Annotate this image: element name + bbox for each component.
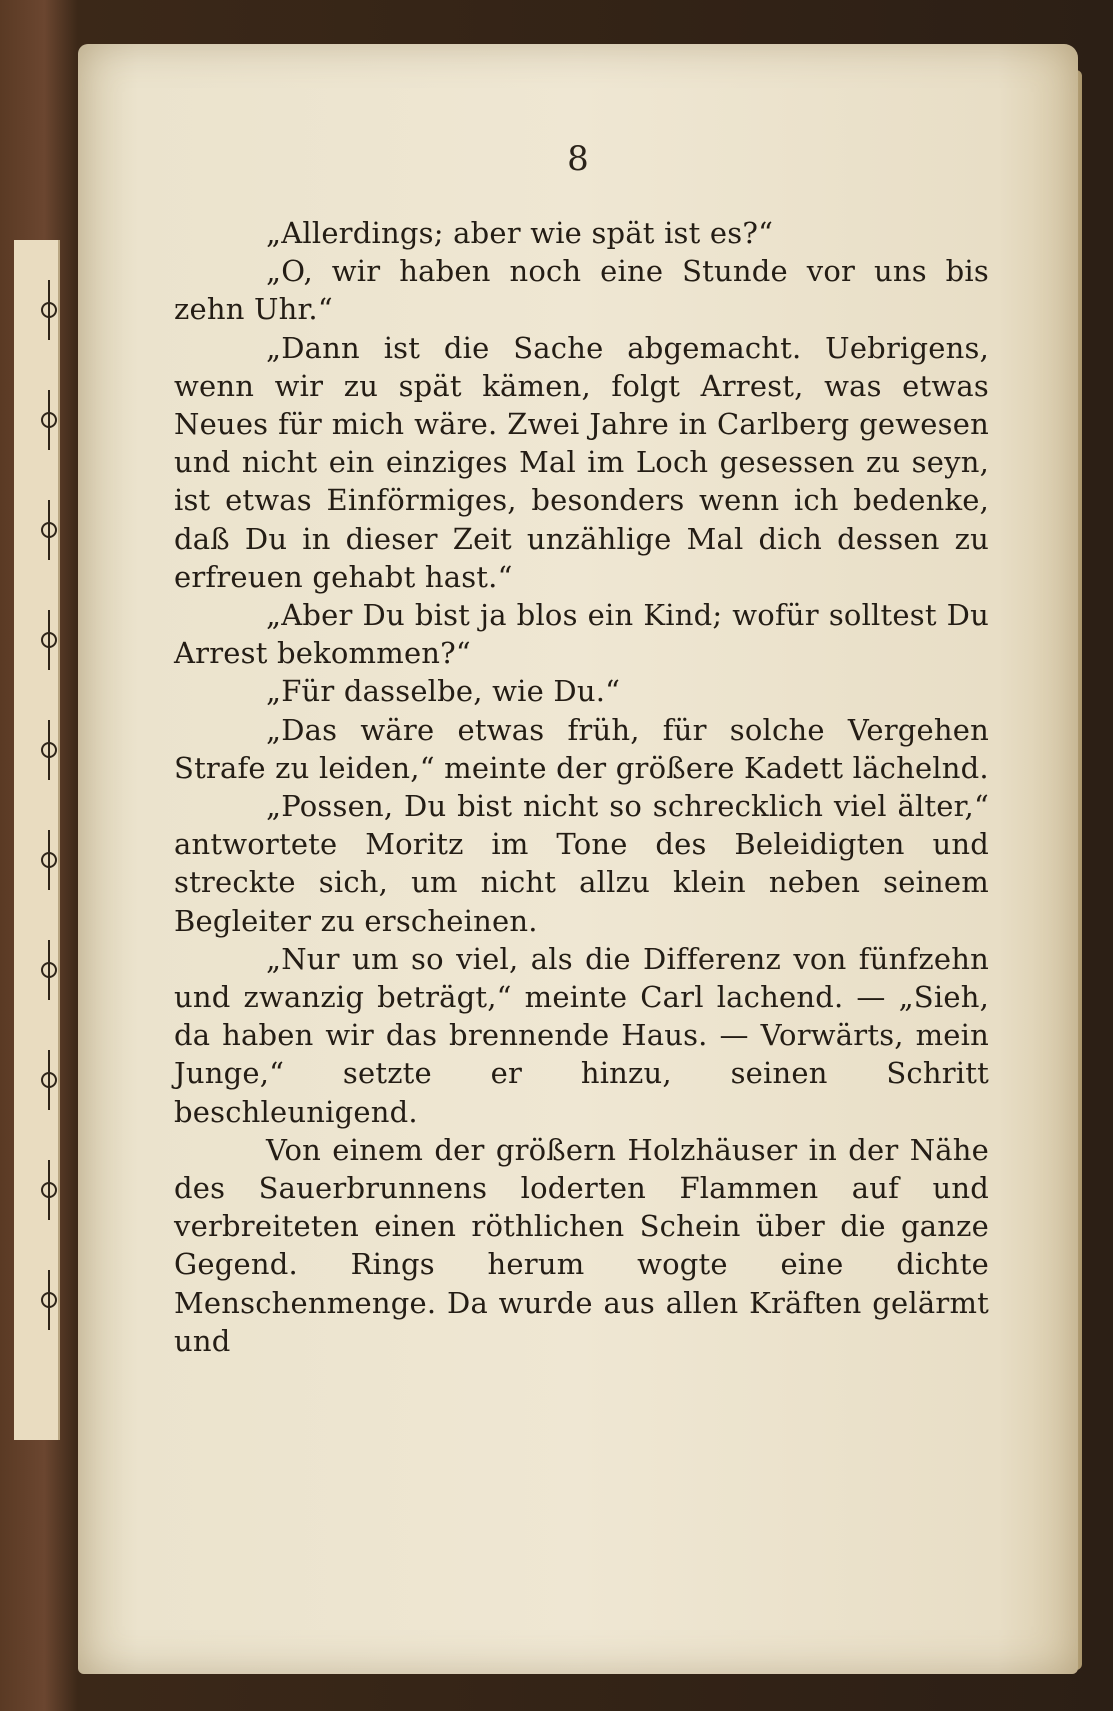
book-page: [78, 44, 1078, 1674]
paragraph: „Nur um so viel, als die Differenz von fünfzehn und zwanzig beträgt,“ meinte Carl lachend. — „Sieh, da haben wir das brennende Haus. — Vorwärts, mein Junge,“ setzte er hinzu, seinen Schritt beschleunigend.: [174, 941, 989, 1129]
paragraph: „Dann ist die Sache abgemacht. Uebrigens, wenn wir zu spät kämen, folgt Arrest, was etwas Neues für mich wäre. Zwei Jahre in Carlberg gewesen und nicht ein einziges Mal im Loch gesessen zu seyn, ist etwas Einförmiges, besonders wenn ich bedenke, daß Du in dieser Zeit unzählige Mal dich dessen zu erfreuen gehabt hast.“: [174, 330, 989, 594]
page-number: 8: [567, 139, 589, 179]
spine-label: [14, 240, 60, 1440]
spine-ornament: [48, 280, 66, 340]
paragraph: Von einem der größern Holzhäuser in der Nähe des Sauerbrunnens loderten Flammen auf und verbreiteten einen röthlichen Schein über die ganze Gegend. Rings herum wogte eine dichte Menschenmenge. Da wurde aus allen Kräften gelärmt und: [174, 1132, 989, 1358]
spine-ornament: [48, 1270, 66, 1330]
paragraph: „Das wäre etwas früh, für solche Vergehen Strafe zu leiden,“ meinte der größere Kadett lächelnd.: [174, 712, 989, 785]
spine-ornament: [48, 610, 66, 670]
spine-ornament: [48, 500, 66, 560]
spine-ornament: [48, 1160, 66, 1220]
spine-ornament: [48, 1050, 66, 1110]
spine-ornament: [48, 720, 66, 780]
page-text: [174, 214, 989, 1360]
paragraph: „Aber Du bist ja blos ein Kind; wofür solltest Du Arrest bekommen?“: [174, 598, 989, 671]
paragraph: „Für dasselbe, wie Du.“: [266, 674, 621, 709]
paragraph: „Allerdings; aber wie spät ist es?“: [266, 216, 774, 250]
spine-ornament: [48, 940, 66, 1000]
paragraph: „O, wir haben noch eine Stunde vor uns bis zehn Uhr.“: [174, 254, 989, 327]
spine-ornament: [48, 390, 66, 450]
paragraph: „Possen, Du bist nicht so schrecklich viel älter,“ antwortete Moritz im Tone des Beleidigten und streckte sich, um nicht allzu klein neben seinem Begleiter zu erscheinen.: [174, 789, 989, 938]
spine-ornament: [48, 830, 66, 890]
